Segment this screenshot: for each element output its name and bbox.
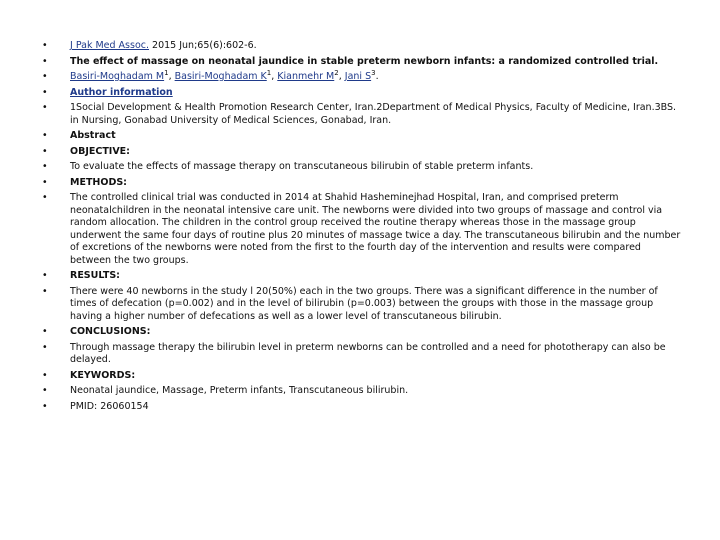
list-item-results-text	[42, 286, 682, 324]
list-item-pmid	[42, 401, 682, 414]
author-affiliation-number: 1	[164, 68, 169, 77]
list-item-methods-label	[42, 177, 682, 190]
bullet: •	[42, 341, 48, 353]
bullet: •	[42, 385, 48, 396]
list-item-objective-label	[42, 146, 682, 159]
citation-details: 2015 Jun;65(6):602-6.	[149, 40, 257, 51]
results-text: There were 40 newborns in the study l 20(50%) each in the two groups. There was a significant difference in the number of times of defecation (p=0.002) and in the level of bilirubin (p=0.003) between the groups with those in the massage group having a higher number of defecations as well as a lower level of transcutaneous bilirubin.	[70, 285, 658, 322]
article-title: The effect of massage on neonatal jaundice in stable preterm newborn infants: a randomized controlled trial.	[70, 55, 659, 67]
list-item-conclusions-text	[42, 342, 682, 367]
objective-text: To evaluate the effects of massage therapy on transcutaneous bilirubin of stable preterm infants.	[70, 161, 534, 172]
list-item-keywords-label	[42, 370, 682, 383]
bullet: •	[42, 40, 48, 51]
author-affiliation-number: 3	[371, 68, 376, 77]
bullet: •	[42, 102, 48, 113]
bullet: •	[42, 55, 48, 67]
bullet: •	[42, 326, 48, 337]
bullet: •	[42, 400, 48, 412]
list-item-keywords-text	[42, 385, 682, 398]
affiliations-text: 1Social Development & Health Promotion Research Center, Iran.2Department of Medical Physics, Faculty of Medicine, Iran.3BS. in Nursing, Gonabad University of Medical Sciences, Gonabad, Iran.	[70, 102, 677, 126]
bullet: •	[42, 161, 48, 172]
results-label: RESULTS:	[70, 270, 120, 281]
author-link[interactable]: Basiri-Moghadam K	[174, 71, 267, 82]
list-item-results-label	[42, 270, 682, 283]
author-affiliation-number: 2	[334, 68, 339, 77]
list-item-authors: • Basiri-Moghadam $M^1$, Basiri-Moghadam $K^1$, Kianmehr $M^2$, Jani $S^3$.	[42, 68, 379, 82]
bullet: •	[42, 285, 48, 297]
author-information-link[interactable]: Author information	[70, 86, 173, 98]
list-item-author-info	[42, 87, 682, 100]
list-item-methods-text	[42, 192, 682, 267]
bullet: •	[42, 71, 48, 82]
keywords-label: KEYWORDS:	[70, 369, 136, 381]
methods-text: The controlled clinical trial was conducted in 2014 at Shahid Hasheminejhad Hospital, Iran, and comprised preterm neonatalchildren in the neonatal intensive care unit. The newborns were divided into two groups of massage and control via random allocation. The children in the control group received the routine therapy whereas those in the massage group underwent the same four days of routine plus 20 minutes of massage twice a day. The transcutaneous bilirubin and the number of excretions of the newborns were noted from the first to the fourth day of the intervention and results were compared between the two groups.	[70, 192, 681, 266]
author-link[interactable]: Kianmehr M	[277, 71, 335, 82]
methods-label: METHODS:	[70, 176, 127, 188]
bullet: •	[42, 270, 48, 281]
author-link[interactable]: Basiri-Moghadam M	[70, 71, 165, 82]
list-item-affiliations	[42, 102, 682, 127]
bullet: •	[42, 130, 48, 141]
author-link[interactable]: Jani S	[344, 71, 372, 82]
list-item-conclusions-label	[42, 326, 682, 339]
list-item-title	[42, 56, 682, 69]
pmid-text: PMID: 26060154	[70, 400, 149, 412]
conclusions-text: Through massage therapy the bilirubin level in preterm newborns can be controlled and a need for phototherapy can also be delayed.	[70, 341, 666, 365]
abstract-heading: Abstract	[70, 130, 116, 141]
bullet: •	[42, 192, 48, 203]
bullet: •	[42, 176, 48, 188]
list-item-abstract-heading	[42, 130, 682, 143]
keywords-text: Neonatal jaundice, Massage, Preterm infants, Transcutaneous bilirubin.	[70, 385, 409, 396]
author-affiliation-number: 1	[266, 68, 272, 77]
list-item-citation	[42, 40, 682, 53]
conclusions-label: CONCLUSIONS:	[70, 326, 151, 337]
bullet: •	[42, 145, 48, 157]
journal-link[interactable]: J Pak Med Assoc.	[70, 40, 150, 51]
bullet: •	[42, 86, 48, 98]
abstract-list	[42, 40, 682, 416]
objective-label: OBJECTIVE:	[70, 145, 130, 157]
bullet: •	[42, 369, 48, 381]
list-item-objective-text	[42, 161, 682, 174]
